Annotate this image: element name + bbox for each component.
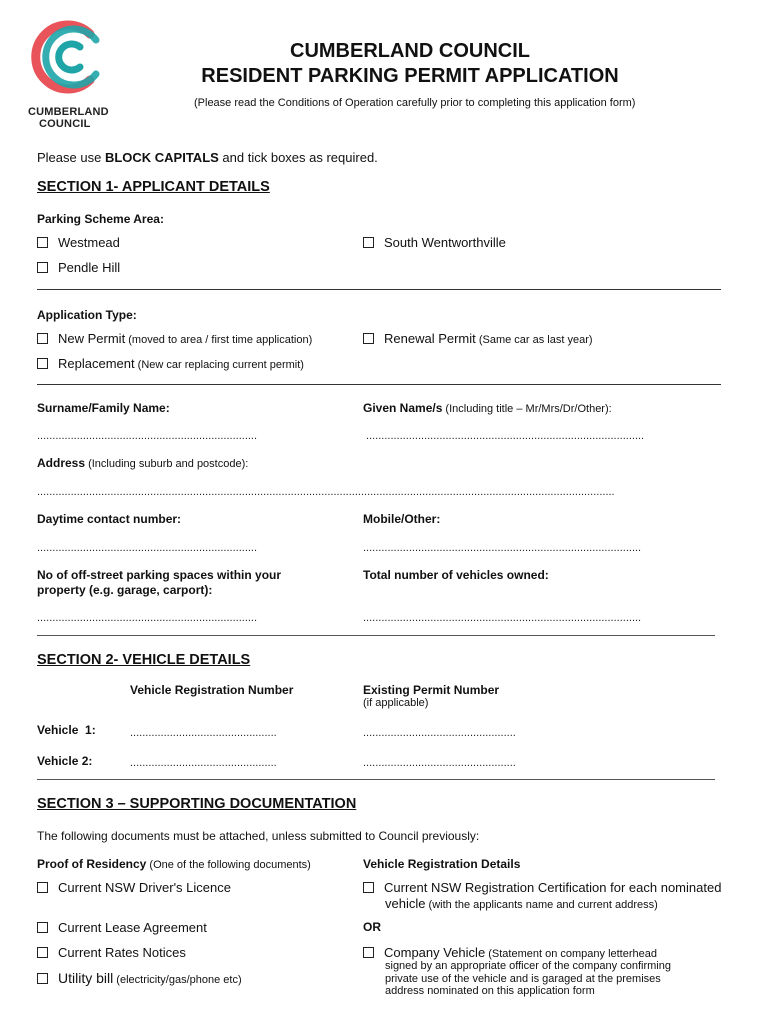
address-field[interactable]: .............................................................................................................................................................................................: [37, 486, 615, 498]
lease-agreement-label: Current Lease Agreement: [58, 920, 207, 935]
address-label-text: Address: [37, 456, 86, 470]
vehicle-registration-details-label: Vehicle Registration Details: [363, 857, 521, 871]
checkbox[interactable]: [37, 333, 48, 344]
divider: [37, 384, 721, 385]
given-name-field[interactable]: ...........................................................................................: [366, 430, 645, 442]
checkbox[interactable]: [37, 237, 48, 248]
replacement-label: Replacement: [58, 356, 135, 371]
utility-bill-option[interactable]: [37, 970, 242, 986]
section-1-title: SECTION 1- APPLICANT DETAILS: [37, 179, 270, 195]
drivers-licence-option[interactable]: [37, 880, 231, 895]
instructions-emphasis: BLOCK CAPITALS: [104, 150, 219, 165]
renewal-permit-label: Renewal Permit: [384, 331, 476, 346]
vehicles-owned-field[interactable]: ...........................................................................................: [363, 612, 642, 624]
col-existing-permit-note: (if applicable): [363, 697, 429, 709]
section-2-title: SECTION 2- VEHICLE DETAILS: [37, 652, 251, 668]
council-logo: [28, 20, 118, 130]
surname-field[interactable]: ........................................................................: [37, 430, 258, 442]
given-name-label: [363, 401, 612, 415]
scheme-option-label: Westmead: [58, 235, 120, 250]
company-vehicle-note-line-3: private use of the vehicle and is garaged at the premises: [385, 972, 661, 985]
nsw-registration-label: Current NSW Registration Certification for each nominated: [384, 880, 722, 895]
vehicle-1-registration-field[interactable]: ................................................: [130, 727, 277, 739]
mobile-label: Mobile/Other:: [363, 512, 441, 526]
proof-of-residency-note: (One of the following documents): [146, 859, 311, 871]
new-permit-label: New Permit: [58, 331, 126, 346]
scheme-option-label: Pendle Hill: [58, 260, 121, 275]
checkbox[interactable]: [37, 262, 48, 273]
parking-spaces-field[interactable]: ........................................................................: [37, 612, 258, 624]
parking-spaces-label: [37, 568, 281, 598]
col-existing-permit-header: Existing Permit Number: [363, 683, 500, 697]
replacement-option[interactable]: [37, 356, 304, 371]
drivers-licence-label: Current NSW Driver's Licence: [58, 880, 231, 895]
scheme-option-pendle-hill[interactable]: [37, 260, 120, 275]
checkbox[interactable]: [37, 973, 48, 984]
proof-of-residency-label: [37, 857, 311, 871]
checkbox[interactable]: [363, 333, 374, 344]
utility-bill-label: Utility bill: [58, 970, 114, 986]
nsw-registration-note: (with the applicants name and current address): [425, 899, 658, 911]
utility-bill-note: (electricity/gas/phone etc): [113, 974, 242, 986]
new-permit-option[interactable]: [37, 331, 312, 346]
instructions-suffix: and tick boxes as required.: [218, 150, 378, 165]
vehicle-2-registration-field[interactable]: ................................................: [130, 757, 277, 769]
lease-agreement-option[interactable]: [37, 920, 207, 935]
vehicle-2-permit-field[interactable]: ..................................................: [363, 757, 516, 769]
rates-notices-label: Current Rates Notices: [58, 945, 186, 960]
checkbox[interactable]: [37, 922, 48, 933]
checkbox[interactable]: [37, 947, 48, 958]
company-vehicle-note-line-4: address nominated on this application form: [385, 985, 595, 997]
form-note: (Please read the Conditions of Operation carefully prior to completing this application form): [194, 97, 636, 109]
proof-of-residency-label-text: Proof of Residency: [37, 857, 147, 871]
checkbox[interactable]: [363, 882, 374, 893]
mobile-field[interactable]: ...........................................................................................: [363, 542, 642, 554]
divider: [37, 289, 721, 290]
vehicle-1-label: Vehicle 1:: [37, 723, 96, 737]
checkbox[interactable]: [37, 358, 48, 369]
address-label: [37, 456, 248, 470]
surname-label: Surname/Family Name:: [37, 401, 170, 415]
scheme-option-label: South Wentworthville: [384, 235, 506, 250]
daytime-contact-field[interactable]: ........................................................................: [37, 542, 258, 554]
logo-line-1: CUMBERLAND: [28, 106, 109, 118]
rates-notices-option[interactable]: [37, 945, 186, 960]
company-vehicle-note: (Statement on company letterhead: [485, 948, 657, 960]
or-label: OR: [363, 920, 381, 934]
section-3-intro: The following documents must be attached, unless submitted to Council previously:: [37, 829, 480, 843]
parking-scheme-label: Parking Scheme Area:: [37, 212, 164, 226]
checkbox[interactable]: [37, 882, 48, 893]
council-logo-mark-icon: [30, 20, 104, 94]
divider: [37, 779, 715, 780]
company-vehicle-label: Company Vehicle: [384, 945, 486, 960]
checkbox[interactable]: [363, 237, 374, 248]
checkbox[interactable]: [363, 947, 374, 958]
instructions-prefix: Please use: [37, 150, 105, 165]
divider: [37, 635, 715, 636]
given-name-note: (Including title – Mr/Mrs/Dr/Other):: [442, 403, 612, 415]
form-title-line-1: CUMBERLAND COUNCIL: [290, 40, 530, 62]
renewal-permit-option[interactable]: [363, 331, 593, 346]
instructions: [37, 150, 378, 165]
scheme-option-south-wentworthville[interactable]: [363, 235, 506, 250]
replacement-note: (New car replacing current permit): [134, 359, 304, 371]
vehicle-2-label: Vehicle 2:: [37, 754, 93, 768]
given-name-label-text: Given Name/s: [363, 401, 443, 415]
logo-line-2: COUNCIL: [39, 118, 91, 130]
company-vehicle-note-line-2: signed by an appropriate officer of the company confirming: [385, 960, 671, 972]
nsw-registration-option[interactable]: [363, 880, 721, 895]
nsw-registration-continued: [385, 896, 658, 911]
daytime-contact-label: Daytime contact number:: [37, 512, 182, 526]
parking-spaces-label-line-2: property (e.g. garage, carport):: [37, 583, 213, 597]
vehicles-owned-label: Total number of vehicles owned:: [363, 568, 549, 582]
col-registration-header: Vehicle Registration Number: [130, 683, 294, 697]
scheme-option-westmead[interactable]: [37, 235, 120, 250]
parking-spaces-label-line-1: No of off-street parking spaces within your: [37, 568, 282, 582]
company-vehicle-note-continued: [385, 960, 671, 998]
address-note: (Including suburb and postcode):: [85, 458, 249, 470]
renewal-permit-note: (Same car as last year): [475, 334, 593, 346]
form-title-line-2: RESIDENT PARKING PERMIT APPLICATION: [201, 65, 619, 87]
application-type-label: Application Type:: [37, 308, 137, 322]
vehicle-1-permit-field[interactable]: ..................................................: [363, 727, 516, 739]
company-vehicle-option[interactable]: [363, 945, 657, 960]
nsw-registration-label-2: vehicle: [385, 896, 426, 911]
section-3-title: SECTION 3 – SUPPORTING DOCUMENTATION: [37, 796, 357, 812]
new-permit-note: (moved to area / first time application): [125, 334, 313, 346]
